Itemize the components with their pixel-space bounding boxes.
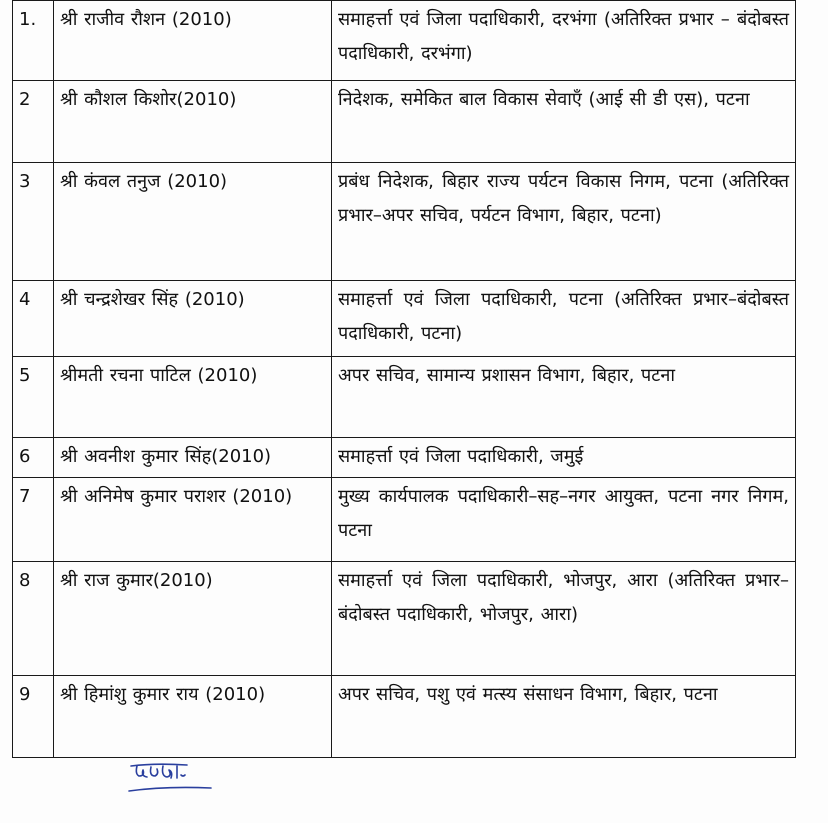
officer-name: श्रीमती रचना पाटिल (2010): [54, 357, 332, 438]
posting-details: समाहर्त्ता एवं जिला पदाधिकारी, भोजपुर, आरा (अतिरिक्त प्रभार–बंदोबस्त पदाधिकारी, भोजपुर, आरा): [332, 562, 796, 676]
officer-name: श्री अवनीश कुमार सिंह(2010): [54, 438, 332, 478]
officer-name: श्री चन्द्रशेखर सिंह (2010): [54, 281, 332, 357]
posting-details: निदेशक, समेकित बाल विकास सेवाएँ (आई सी डी एस), पटना: [332, 81, 796, 163]
posting-details: मुख्य कार्यपालक पदाधिकारी–सह–नगर आयुक्त, पटना नगर निगम, पटना: [332, 478, 796, 562]
officer-posting-table: [12, 0, 796, 758]
serial-number: 5: [13, 357, 54, 438]
serial-number: 8: [13, 562, 54, 676]
posting-details: समाहर्त्ता एवं जिला पदाधिकारी, पटना (अतिरिक्त प्रभार–बंदोबस्त पदाधिकारी, पटना): [332, 281, 796, 357]
serial-number: 9: [13, 676, 54, 758]
serial-number: 4: [13, 281, 54, 357]
serial-number: 7: [13, 478, 54, 562]
table-row: [13, 676, 796, 758]
serial-number: 6: [13, 438, 54, 478]
officer-name: श्री राज कुमार(2010): [54, 562, 332, 676]
serial-number: 3: [13, 163, 54, 281]
table-row: [13, 1, 796, 81]
officer-name: श्री राजीव रौशन (2010): [54, 1, 332, 81]
table-row: [13, 357, 796, 438]
posting-details: अपर सचिव, पशु एवं मत्स्य संसाधन विभाग, बिहार, पटना: [332, 676, 796, 758]
serial-number: 2: [13, 81, 54, 163]
posting-details: प्रबंध निदेशक, बिहार राज्य पर्यटन विकास निगम, पटना (अतिरिक्त प्रभार–अपर सचिव, पर्यटन विभाग, बिहार, पटना): [332, 163, 796, 281]
officer-name: श्री हिमांशु कुमार राय (2010): [54, 676, 332, 758]
posting-details: समाहर्त्ता एवं जिला पदाधिकारी, दरभंगा (अतिरिक्त प्रभार – बंदोबस्त पदाधिकारी, दरभंगा): [332, 1, 796, 81]
officer-name: श्री अनिमेष कुमार पराशर (2010): [54, 478, 332, 562]
table-row: [13, 81, 796, 163]
table-row: [13, 478, 796, 562]
officer-name: श्री कंवल तनुज (2010): [54, 163, 332, 281]
table-row: [13, 163, 796, 281]
posting-details: समाहर्त्ता एवं जिला पदाधिकारी, जमुई: [332, 438, 796, 478]
officer-name: श्री कौशल किशोर(2010): [54, 81, 332, 163]
table-row: [13, 562, 796, 676]
posting-details: अपर सचिव, सामान्य प्रशासन विभाग, बिहार, पटना: [332, 357, 796, 438]
handwritten-signature: [125, 758, 215, 798]
serial-number: 1.: [13, 1, 54, 81]
table-row: [13, 281, 796, 357]
table-row: [13, 438, 796, 478]
